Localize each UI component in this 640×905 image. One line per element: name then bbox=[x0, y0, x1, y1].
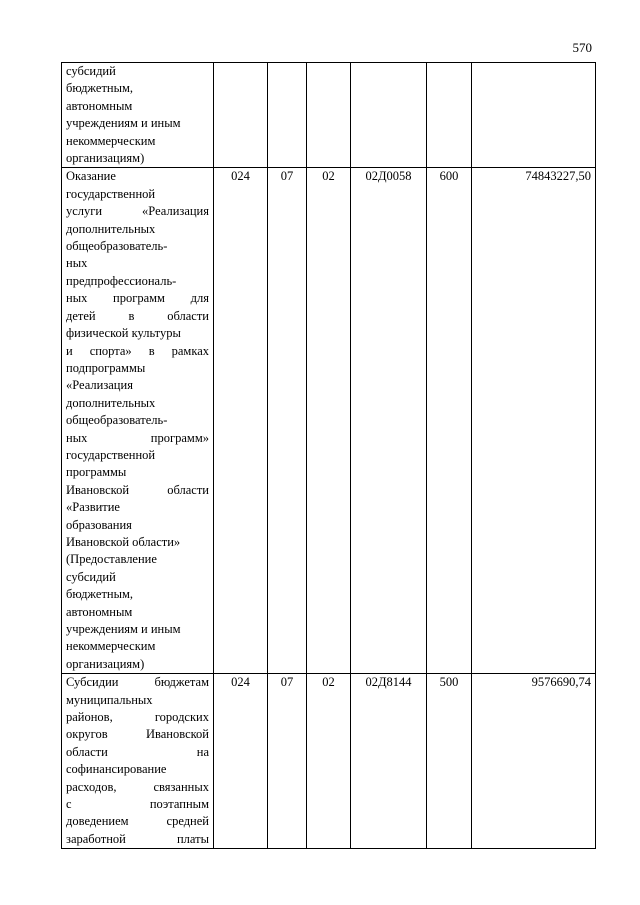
budget-table bbox=[61, 62, 596, 849]
description-line: некоммерческим bbox=[66, 133, 156, 148]
description-line: организациям) bbox=[66, 151, 145, 166]
description-line: государственной bbox=[66, 447, 156, 462]
description-line: общеобразователь- bbox=[66, 413, 168, 428]
description-line: муниципальных bbox=[66, 692, 153, 707]
description-line: программы bbox=[66, 465, 127, 480]
description-line: субсидий bbox=[66, 64, 116, 78]
description-line: государственной bbox=[66, 186, 156, 201]
description-line: услуги «Реализация bbox=[66, 204, 209, 219]
table-row bbox=[62, 63, 596, 168]
amount-cell: 74843227,50 bbox=[472, 168, 596, 674]
ministry-code-cell: 024 bbox=[214, 674, 268, 849]
description-line: ных программ для bbox=[66, 291, 209, 306]
description-line: районов, городских bbox=[66, 710, 209, 725]
description-line: некоммерческим bbox=[66, 639, 156, 654]
row-description bbox=[62, 168, 214, 674]
description-line: общеобразователь- bbox=[66, 239, 168, 254]
description-line: предпрофессиональ- bbox=[66, 273, 177, 288]
table-row bbox=[62, 168, 596, 674]
amount-cell: 9576690,74 bbox=[472, 674, 596, 849]
description-line: физической культуры bbox=[66, 326, 181, 341]
subsection-code-cell: 02 bbox=[307, 168, 351, 674]
description-line: бюджетным, bbox=[66, 587, 134, 602]
description-line: учреждениям и иным bbox=[66, 622, 181, 636]
row-description bbox=[62, 674, 214, 849]
description-line: заработной платы bbox=[66, 831, 209, 846]
description-line: бюджетным, bbox=[66, 81, 134, 96]
description-line: Ивановской области» bbox=[66, 534, 181, 549]
description-line: детей в области bbox=[66, 308, 209, 323]
subsection-code-cell: 02 bbox=[307, 674, 351, 849]
row-description bbox=[62, 63, 214, 168]
description-line: организациям) bbox=[66, 656, 145, 671]
target-article-cell: 02Д8144 bbox=[351, 674, 427, 849]
description-line: с поэтапным bbox=[66, 797, 209, 812]
expense-type-cell: 600 bbox=[427, 168, 472, 674]
section-code-cell bbox=[268, 63, 307, 168]
description-line: области на bbox=[66, 744, 209, 759]
description-line: подпрограммы bbox=[66, 360, 146, 375]
expense-type-cell: 500 bbox=[427, 674, 472, 849]
ministry-code-cell bbox=[214, 63, 268, 168]
description-line: Ивановской области bbox=[66, 482, 209, 497]
description-line: «Развитие bbox=[66, 500, 120, 515]
description-line: образования bbox=[66, 517, 132, 532]
ministry-code-cell: 024 bbox=[214, 168, 268, 674]
description-line: Субсидии бюджетам bbox=[66, 675, 209, 690]
description-line: дополнительных bbox=[66, 395, 156, 410]
page-number: 570 bbox=[572, 40, 592, 55]
description-line: софинансирование bbox=[66, 762, 167, 777]
subsection-code-cell bbox=[307, 63, 351, 168]
target-article-cell bbox=[351, 63, 427, 168]
section-code-cell: 07 bbox=[268, 674, 307, 849]
table-row bbox=[62, 674, 596, 849]
description-line: субсидий bbox=[66, 569, 116, 584]
description-line: автономным bbox=[66, 604, 133, 619]
description-line: (Предоставление bbox=[66, 552, 157, 567]
description-line: Оказание bbox=[66, 169, 116, 184]
description-line: ных bbox=[66, 256, 88, 271]
description-line: доведением средней bbox=[66, 814, 209, 829]
description-line: округов Ивановской bbox=[66, 727, 209, 742]
description-line: расходов, связанных bbox=[66, 779, 209, 794]
description-line: ных программ» bbox=[66, 430, 209, 445]
section-code-cell: 07 bbox=[268, 168, 307, 674]
amount-cell bbox=[472, 63, 596, 168]
expense-type-cell bbox=[427, 63, 472, 168]
description-line: и спорта» в рамках bbox=[66, 343, 209, 358]
description-line: автономным bbox=[66, 98, 133, 113]
description-line: «Реализация bbox=[66, 378, 133, 393]
table-body bbox=[62, 63, 596, 849]
description-line: дополнительных bbox=[66, 221, 156, 236]
description-line: учреждениям и иным bbox=[66, 116, 181, 131]
target-article-cell: 02Д0058 bbox=[351, 168, 427, 674]
